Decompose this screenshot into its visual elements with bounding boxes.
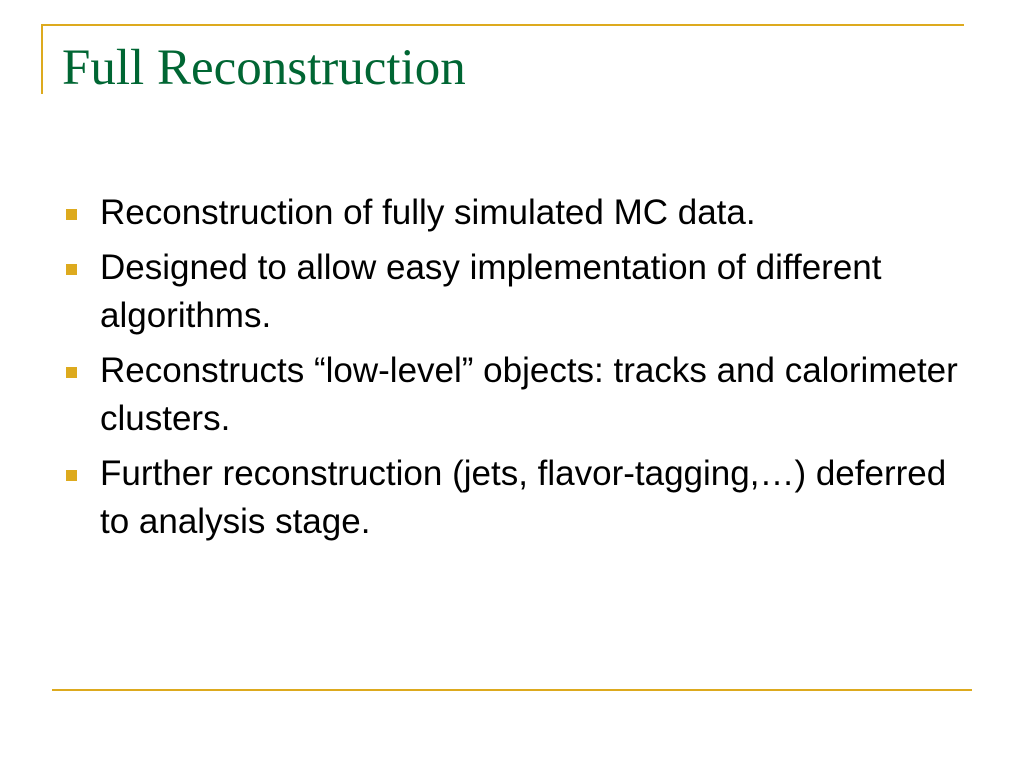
square-bullet-icon xyxy=(66,470,77,481)
bullet-item xyxy=(66,347,966,443)
bullet-item xyxy=(66,189,966,237)
slide-title: Full Reconstruction xyxy=(62,40,466,96)
bullet-text: Further reconstruction (jets, flavor-tagging,…) deferred to analysis stage. xyxy=(100,454,947,541)
bullet-item xyxy=(66,450,966,546)
bullet-text: Designed to allow easy implementation of different algorithms. xyxy=(100,248,882,335)
square-bullet-icon xyxy=(66,264,77,275)
square-bullet-icon xyxy=(66,209,77,220)
title-frame-top-rule xyxy=(41,24,964,26)
bullet-text: Reconstruction of fully simulated MC data. xyxy=(100,193,756,232)
bullet-text: Reconstructs “low-level” objects: tracks and calorimeter clusters. xyxy=(100,351,958,438)
footer-rule xyxy=(52,689,972,691)
square-bullet-icon xyxy=(66,367,77,378)
title-frame-left-rule xyxy=(41,24,43,94)
bullet-item xyxy=(66,244,966,340)
bullet-list xyxy=(66,189,966,553)
